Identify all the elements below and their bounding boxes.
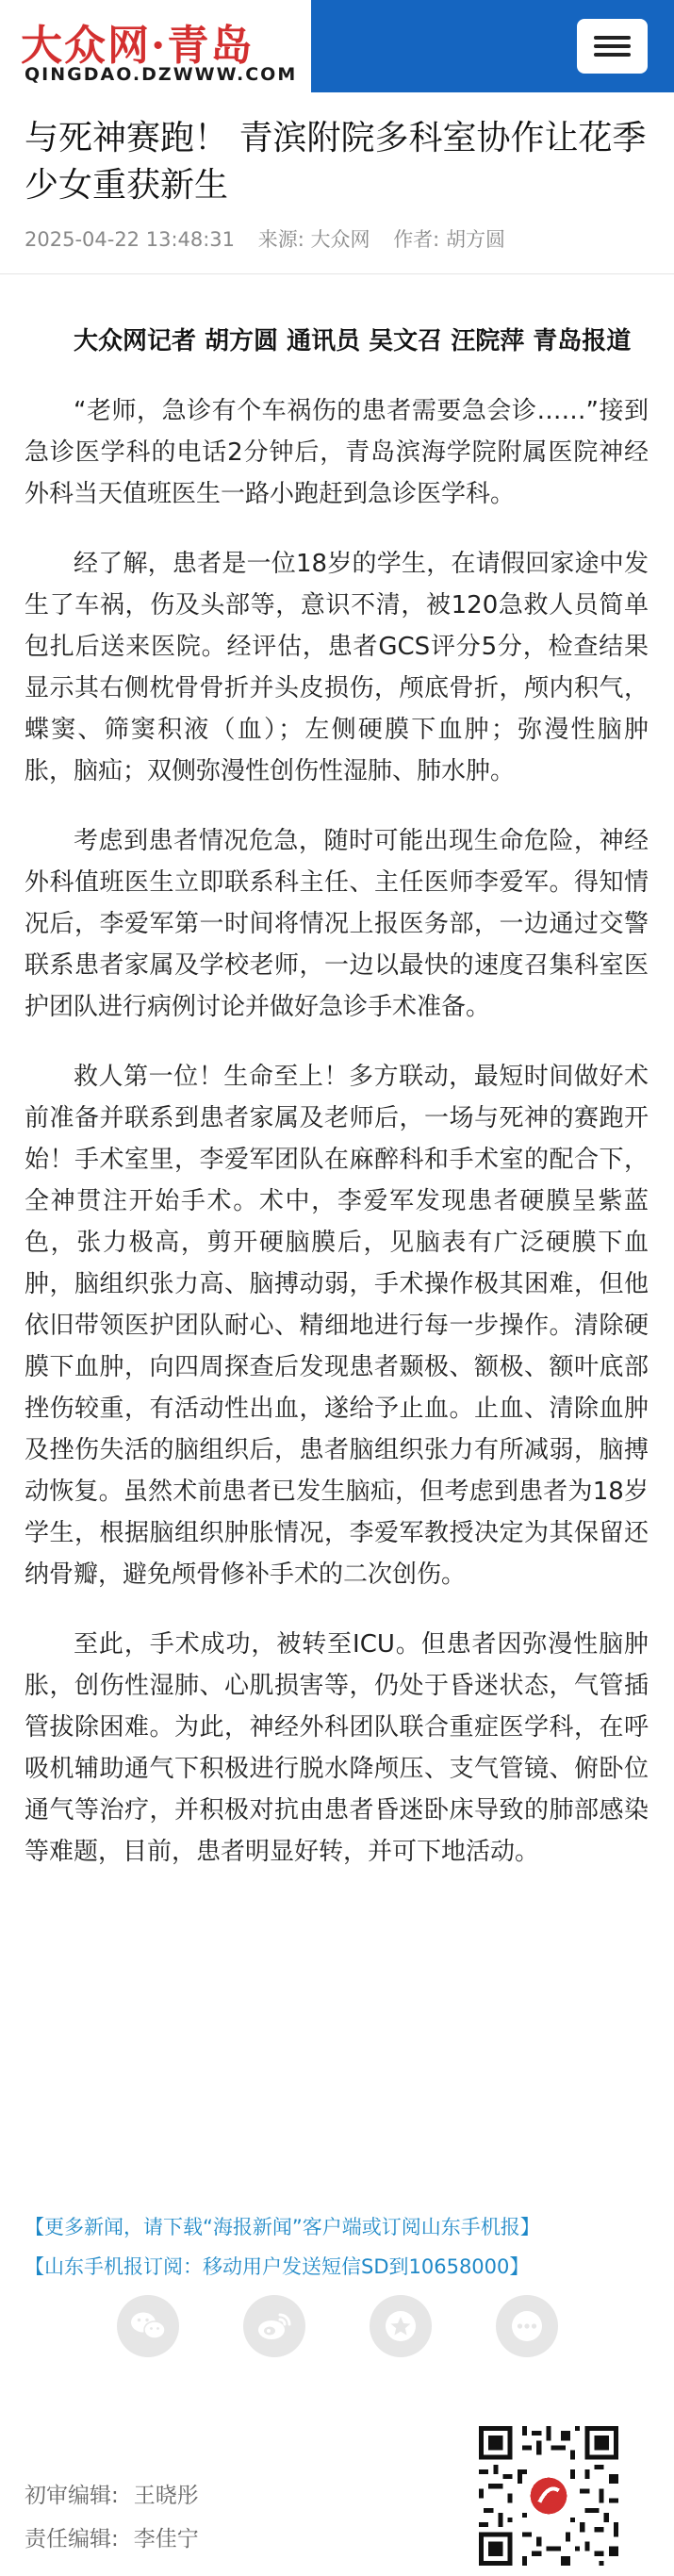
wechat-icon <box>129 2310 167 2342</box>
article-title: 与死神赛跑！ 青滨附院多科室协作让花季少女重获新生 <box>25 119 647 205</box>
article-meta <box>25 224 522 253</box>
article-byline: 大众网记者 胡方圆 通讯员 吴文召 汪院萍 青岛报道 <box>74 327 632 355</box>
favorite-button[interactable] <box>370 2295 432 2357</box>
star-icon <box>384 2309 418 2343</box>
first-review-editor <box>25 2474 199 2518</box>
article-source: 来源: 大众网 <box>257 228 370 251</box>
title-divider <box>0 273 674 274</box>
resp-editor-name: 李佳宁 <box>133 2527 199 2551</box>
share-bar <box>111 2295 583 2361</box>
hamburger-menu-icon <box>594 36 631 40</box>
logo-chinese-text: 大众网·青岛 <box>21 22 255 70</box>
article-date: 2025-04-22 13:48:31 <box>25 228 236 251</box>
first-editor-name: 王晓彤 <box>133 2484 199 2508</box>
logo-english-text: QINGDAO.DZWWW.COM <box>25 64 298 85</box>
promo-link-haibao[interactable]: 【更多新闻，请下载“海报新闻”客户端或订阅山东手机报】 <box>25 2216 540 2238</box>
article-author: 作者: 胡方圆 <box>393 228 505 251</box>
article-paragraph: “老师，急诊有个车祸伤的患者需要急会诊……”接到急诊医学科的电话2分钟后，青岛滨海学院附属医院神经外科当天值班医生一路小跑赶到急诊医学科。 <box>25 397 649 508</box>
share-wechat-button[interactable] <box>117 2295 179 2357</box>
responsible-editor <box>25 2518 199 2561</box>
article-paragraph: 救人第一位！生命至上！多方联动，最短时间做好术前准备并联系到患者家属及老师后，一场与死神的赛跑开始！手术室里，李爱军团队在麻醉科和手术室的配合下，全神贯注开始手术。术中，李爱军发现患者硬膜呈紫蓝色，张力极高，剪开硬脑膜后，见脑表有广泛硬膜下血肿，脑组织张力高、脑搏动弱，手术操作极其困难，但他依旧带领医护团队耐心、精细地进行每一步操作。清除硬膜下血肿，向四周探查后发现患者颞极、额极、额叶底部挫伤较重，有活动性出血，遂给予止血。止血、清除血肿及挫伤失活的脑组织后，患者脑组织张力有所减弱，脑搏动恢复。虽然术前患者已发生脑疝，但考虑到患者为18岁学生，根据脑组织肿胀情况，李爱军教授决定为其保留还纳骨瓣，避免颅骨修补手术的二次创伤。 <box>25 1063 649 1589</box>
more-share-button[interactable] <box>496 2295 558 2357</box>
article-paragraph: 至此，手术成功，被转至ICU。但患者因弥漫性脑肿胀，创伤性湿肺、心肌损害等，仍处于昏迷状态，气管插管拔除困难。为此，神经外科团队联合重症医学科，在呼吸机辅助通气下积极进行脱水降颅压、支气管镜、俯卧位通气等治疗，并积极对抗由患者昏迷卧床导致的肺部感染等难题，目前，患者明显好转，并可下地活动。 <box>25 1630 649 1866</box>
article-paragraph: 经了解，患者是一位18岁的学生，在请假回家途中发生了车祸，伤及头部等，意识不清，被120急救人员简单包扎后送来医院。经评估，患者GCS评分5分，检查结果显示其右侧枕骨骨折并头皮损伤，颅底骨折，颅内积气，蝶窦、筛窦积液（血）；左侧硬膜下血肿；弥漫性脑肿胀，脑疝；双侧弥漫性创伤性湿肺、肺水肿。 <box>25 550 649 785</box>
more-icon <box>510 2309 544 2343</box>
qr-code-image <box>479 2426 618 2566</box>
resp-editor-label: 责任编辑: <box>25 2527 119 2551</box>
article-paragraph: 考虑到患者情况危急，随时可能出现生命危险，神经外科值班医生立即联系科主任、主任医师李爱军。得知情况后，李爱军第一时间将情况上报医务部，一边通过交警联系患者家属及学校老师，一边以最快的速度召集科室医护团队进行病例讨论并做好急诊手术准备。 <box>25 827 649 1021</box>
weibo-icon <box>255 2310 293 2342</box>
article-body <box>25 321 649 1901</box>
menu-button[interactable] <box>577 19 648 74</box>
promo-link-subscribe[interactable]: 【山东手机报订阅：移动用户发送短信SD到10658000】 <box>25 2255 530 2278</box>
site-logo[interactable] <box>21 11 304 85</box>
share-weibo-button[interactable] <box>243 2295 305 2357</box>
first-editor-label: 初审编辑: <box>25 2484 119 2508</box>
editor-credits <box>25 2474 199 2561</box>
site-header <box>0 0 674 92</box>
